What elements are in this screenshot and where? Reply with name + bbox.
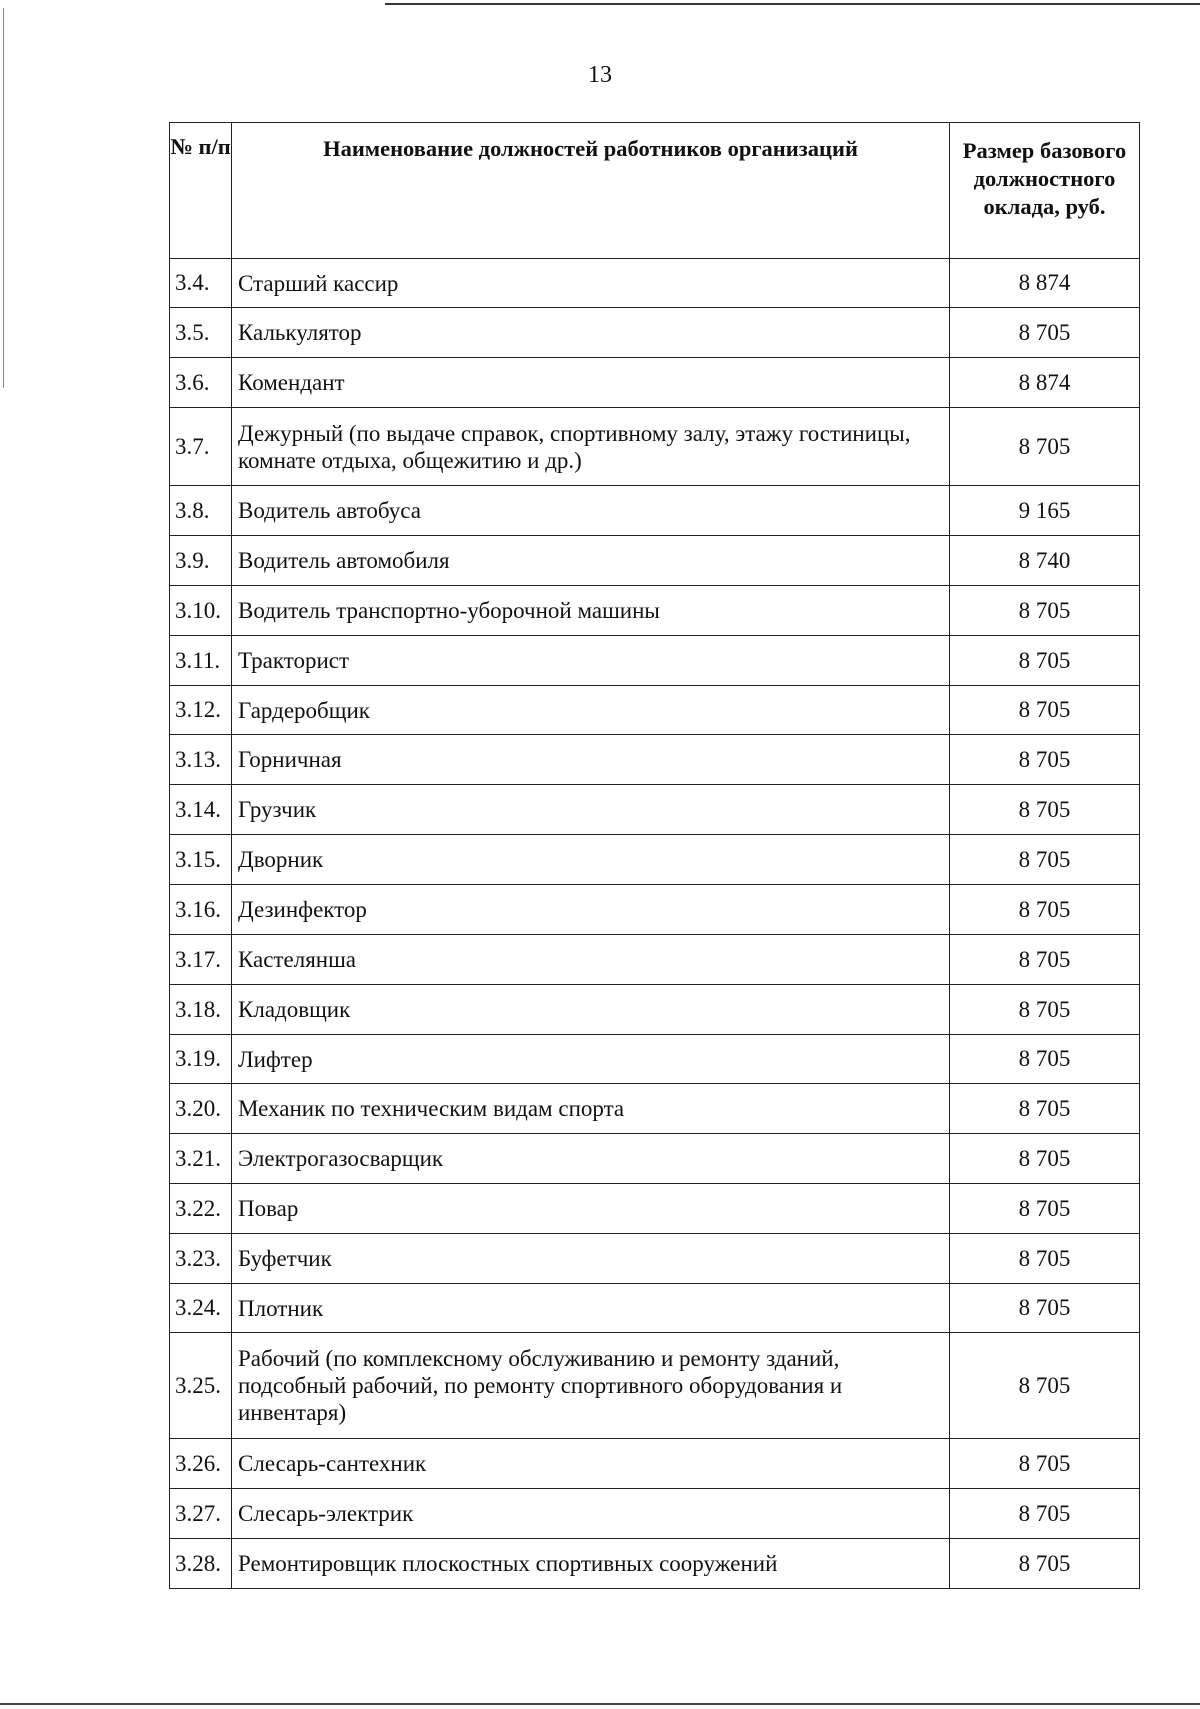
table-row <box>170 1439 1140 1489</box>
page-number: 13 <box>588 62 612 88</box>
row-number: 3.23. <box>170 1234 232 1284</box>
table-row <box>170 935 1140 985</box>
table-row <box>170 1084 1140 1134</box>
position-name: Калькулятор <box>232 308 950 358</box>
position-name: Рабочий (по комплексному обслуживанию и ремонту зданий, подсобный рабочий, по ремонту спортивного оборудования и инвентаря) <box>232 1333 950 1439</box>
row-number: 3.10. <box>170 586 232 636</box>
position-name: Дежурный (по выдаче справок, спортивному залу, этажу гостиницы, комнате отдыха, общежитию и др.) <box>232 408 950 486</box>
base-salary: 8 705 <box>950 1134 1140 1184</box>
row-number: 3.21. <box>170 1134 232 1184</box>
position-name: Электрогазосварщик <box>232 1134 950 1184</box>
position-name: Старший кассир <box>232 259 950 308</box>
table-row <box>170 259 1140 308</box>
position-name: Дворник <box>232 835 950 885</box>
row-number: 3.20. <box>170 1084 232 1134</box>
table-row <box>170 308 1140 358</box>
base-salary: 8 705 <box>950 985 1140 1035</box>
position-name: Гардеробщик <box>232 686 950 735</box>
table-row <box>170 1539 1140 1589</box>
row-number: 3.19. <box>170 1035 232 1084</box>
position-name: Кладовщик <box>232 985 950 1035</box>
table-row <box>170 1234 1140 1284</box>
table-row <box>170 486 1140 536</box>
table-row <box>170 1284 1140 1333</box>
table-header-row <box>170 123 1140 259</box>
base-salary: 8 705 <box>950 636 1140 686</box>
base-salary: 8 705 <box>950 686 1140 735</box>
base-salary: 8 705 <box>950 1234 1140 1284</box>
row-number: 3.14. <box>170 785 232 835</box>
row-number: 3.24. <box>170 1284 232 1333</box>
position-name: Механик по техническим видам спорта <box>232 1084 950 1134</box>
table-row <box>170 408 1140 486</box>
base-salary: 8 874 <box>950 259 1140 308</box>
base-salary: 8 705 <box>950 308 1140 358</box>
base-salary: 8 705 <box>950 1539 1140 1589</box>
position-name: Ремонтировщик плоскостных спортивных сооружений <box>232 1539 950 1589</box>
position-name: Кастелянша <box>232 935 950 985</box>
position-name: Горничная <box>232 735 950 785</box>
header-base-salary: Размер базового должностного оклада, руб. <box>950 123 1140 259</box>
table-row <box>170 358 1140 408</box>
position-name: Слесарь-электрик <box>232 1489 950 1539</box>
base-salary: 8 705 <box>950 1184 1140 1234</box>
position-name: Слесарь-сантехник <box>232 1439 950 1489</box>
table-row <box>170 536 1140 586</box>
header-position-name: Наименование должностей работников организаций <box>232 123 950 259</box>
table-row <box>170 735 1140 785</box>
row-number: 3.25. <box>170 1333 232 1439</box>
table-row <box>170 686 1140 735</box>
row-number: 3.7. <box>170 408 232 486</box>
row-number: 3.18. <box>170 985 232 1035</box>
row-number: 3.5. <box>170 308 232 358</box>
row-number: 3.26. <box>170 1439 232 1489</box>
row-number: 3.11. <box>170 636 232 686</box>
base-salary: 8 705 <box>950 835 1140 885</box>
table-row <box>170 1035 1140 1084</box>
table-row <box>170 1134 1140 1184</box>
row-number: 3.12. <box>170 686 232 735</box>
base-salary: 8 705 <box>950 408 1140 486</box>
base-salary: 8 705 <box>950 885 1140 935</box>
row-number: 3.8. <box>170 486 232 536</box>
base-salary: 8 705 <box>950 1035 1140 1084</box>
position-name: Водитель транспортно-уборочной машины <box>232 586 950 636</box>
base-salary: 9 165 <box>950 486 1140 536</box>
table-row <box>170 785 1140 835</box>
base-salary: 8 705 <box>950 1439 1140 1489</box>
base-salary: 8 705 <box>950 1084 1140 1134</box>
row-number: 3.27. <box>170 1489 232 1539</box>
position-name: Тракторист <box>232 636 950 686</box>
position-name: Лифтер <box>232 1035 950 1084</box>
row-number: 3.16. <box>170 885 232 935</box>
position-name: Водитель автобуса <box>232 486 950 536</box>
table-row <box>170 586 1140 636</box>
table-row <box>170 835 1140 885</box>
position-name: Буфетчик <box>232 1234 950 1284</box>
base-salary: 8 740 <box>950 536 1140 586</box>
table-row <box>170 636 1140 686</box>
position-name: Водитель автомобиля <box>232 536 950 586</box>
table-row <box>170 1333 1140 1439</box>
table-row <box>170 985 1140 1035</box>
base-salary: 8 705 <box>950 1489 1140 1539</box>
row-number: 3.22. <box>170 1184 232 1234</box>
base-salary: 8 705 <box>950 1284 1140 1333</box>
position-name: Плотник <box>232 1284 950 1333</box>
row-number: 3.15. <box>170 835 232 885</box>
position-name: Дезинфектор <box>232 885 950 935</box>
position-name: Комендант <box>232 358 950 408</box>
salary-table <box>169 122 1140 1589</box>
row-number: 3.9. <box>170 536 232 586</box>
base-salary: 8 705 <box>950 935 1140 985</box>
base-salary: 8 705 <box>950 1333 1140 1439</box>
table-body <box>170 259 1140 1589</box>
base-salary: 8 874 <box>950 358 1140 408</box>
base-salary: 8 705 <box>950 586 1140 636</box>
header-number: № п/п <box>170 123 232 259</box>
table-row <box>170 1489 1140 1539</box>
table-row <box>170 1184 1140 1234</box>
scan-edge-bottom <box>0 1703 1200 1705</box>
base-salary: 8 705 <box>950 785 1140 835</box>
row-number: 3.13. <box>170 735 232 785</box>
scan-edge-top <box>385 3 1200 5</box>
row-number: 3.28. <box>170 1539 232 1589</box>
row-number: 3.4. <box>170 259 232 308</box>
position-name: Грузчик <box>232 785 950 835</box>
position-name: Повар <box>232 1184 950 1234</box>
row-number: 3.6. <box>170 358 232 408</box>
row-number: 3.17. <box>170 935 232 985</box>
base-salary: 8 705 <box>950 735 1140 785</box>
table-row <box>170 885 1140 935</box>
